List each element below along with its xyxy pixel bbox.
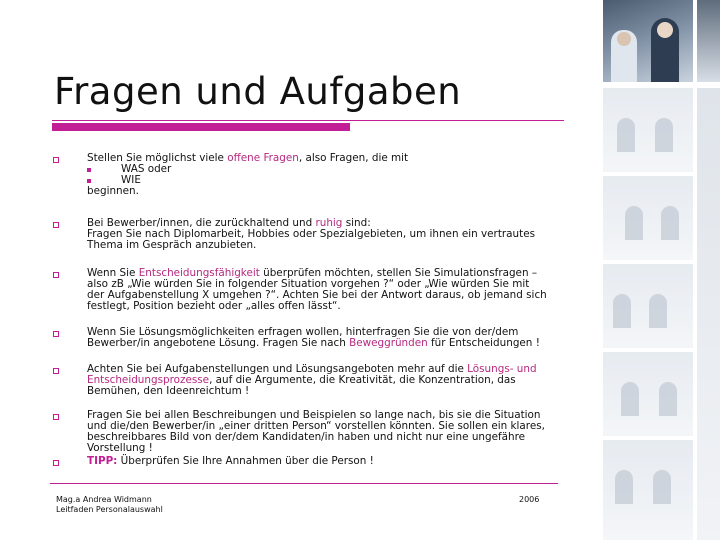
text-segment: Wenn Sie Lösungsmöglichkeiten erfragen wollen, hinterfragen Sie die von der/dem [87,326,519,338]
footer-credits [56,495,163,515]
text-segment: sind: [342,217,371,229]
bullet-item [87,364,577,397]
text-segment: Fragen Sie nach Diplomarbeit, Hobbies oder Spezialgebieten, um ihnen ein vertrautes [87,228,535,240]
sub-bullet-text: WAS oder [121,163,172,175]
text-segment: für Entscheidungen ! [427,337,540,349]
bullet-item [87,218,577,251]
faded-photo-tile [603,88,693,172]
text-segment: der Aufgabenstellung X umgehen ?“. Achten Sie bei der Antwort daraus, ob jemand sich [87,289,547,301]
text-segment: Stellen Sie möglichst viele [87,152,228,164]
sub-bullet-item [87,164,577,175]
highlighted-term: Beweggründen [349,337,428,349]
sub-bullet-marker-icon [87,179,91,183]
tip-label: TIPP: [87,455,118,467]
highlighted-term: Entscheidungsfähigkeit [138,267,260,279]
bullet-item [87,153,577,197]
text-segment: Überprüfen Sie Ihre Annahmen über die Person ! [117,455,374,467]
text-segment: und die/den Bewerber/in „einer dritten Person“ vorstellen könnten. Sie sollen ein klares, [87,420,545,432]
text-segment: Vorstellung ! [87,442,153,454]
text-segment: Bemühen, den Ideenreichtum ! [87,385,250,397]
faded-photo-tile [603,176,693,260]
text-segment: Fragen Sie bei allen Beschreibungen und Beispielen so lange nach, bis sie die Situation [87,409,541,421]
text-segment: , auf die Argumente, die Kreativität, die Konzentration, das [209,374,516,386]
bullet-item [87,410,577,454]
footer-year: 2006 [519,495,540,504]
text-segment: Bewerber/in angebotene Lösung. Fragen Sie nach [87,337,350,349]
text-segment: Bei Bewerber/innen, die zurückhaltend und [87,217,316,229]
text-line [87,301,577,312]
text-segment: , also Fragen, die mit [298,152,409,164]
footer-author: Mag.a Andrea Widmann [56,495,152,504]
faded-photo-tile [603,264,693,348]
photo-strip [697,88,720,540]
text-line [87,443,577,454]
text-line [87,456,577,467]
bullet-marker-icon [53,414,59,420]
text-segment: Thema im Gespräch anzubieten. [87,239,257,251]
bullet-item [87,327,577,349]
text-segment: beschreibbares Bild von der/dem Kandidaten/in haben und nicht nur eine ungefähre [87,431,526,443]
sub-bullet-marker-icon [87,168,91,172]
bullet-marker-icon [53,222,59,228]
page-title: Fragen und Aufgaben [54,70,462,113]
bullet-marker-icon [53,460,59,466]
text-segment: Wenn Sie [87,267,139,279]
text-line: beginnen. [87,185,139,197]
sub-bullet-text: WIE [121,174,141,186]
sub-bullet-item [87,175,577,186]
highlighted-term: Entscheidungsprozesse [87,374,210,386]
text-line [87,240,577,251]
text-segment: Achten Sie bei Aufgabenstellungen und Lösungsangeboten mehr auf die [87,363,468,375]
text-segment: also zB „Wie würden Sie in folgender Situation vorgehen ?“ oder „Wie würden Sie mit [87,278,530,290]
highlighted-term: offene Fragen [227,152,299,164]
text-segment: festlegt, Position bezieht oder „alles offen lässt“. [87,300,341,312]
text-line [87,432,577,443]
footer-divider [50,483,558,484]
faded-photo-tile [603,352,693,436]
photo-strip [697,0,720,82]
bullet-item [87,456,577,467]
bullet-marker-icon [53,272,59,278]
footer-subtitle: Leitfaden Personalauswahl [56,505,163,514]
decorative-side-panel [603,0,720,540]
bullet-marker-icon [53,368,59,374]
highlighted-term: Lösungs- und [467,363,537,375]
text-line [87,386,577,397]
faded-photo-tile [603,440,693,540]
bullet-marker-icon [53,157,59,163]
text-segment: überprüfen möchten, stellen Sie Simulationsfragen – [259,267,538,279]
text-line [87,338,577,349]
graduates-photo [603,0,693,82]
bullet-marker-icon [53,331,59,337]
highlighted-term: ruhig [315,217,343,229]
bullet-item [87,268,577,312]
